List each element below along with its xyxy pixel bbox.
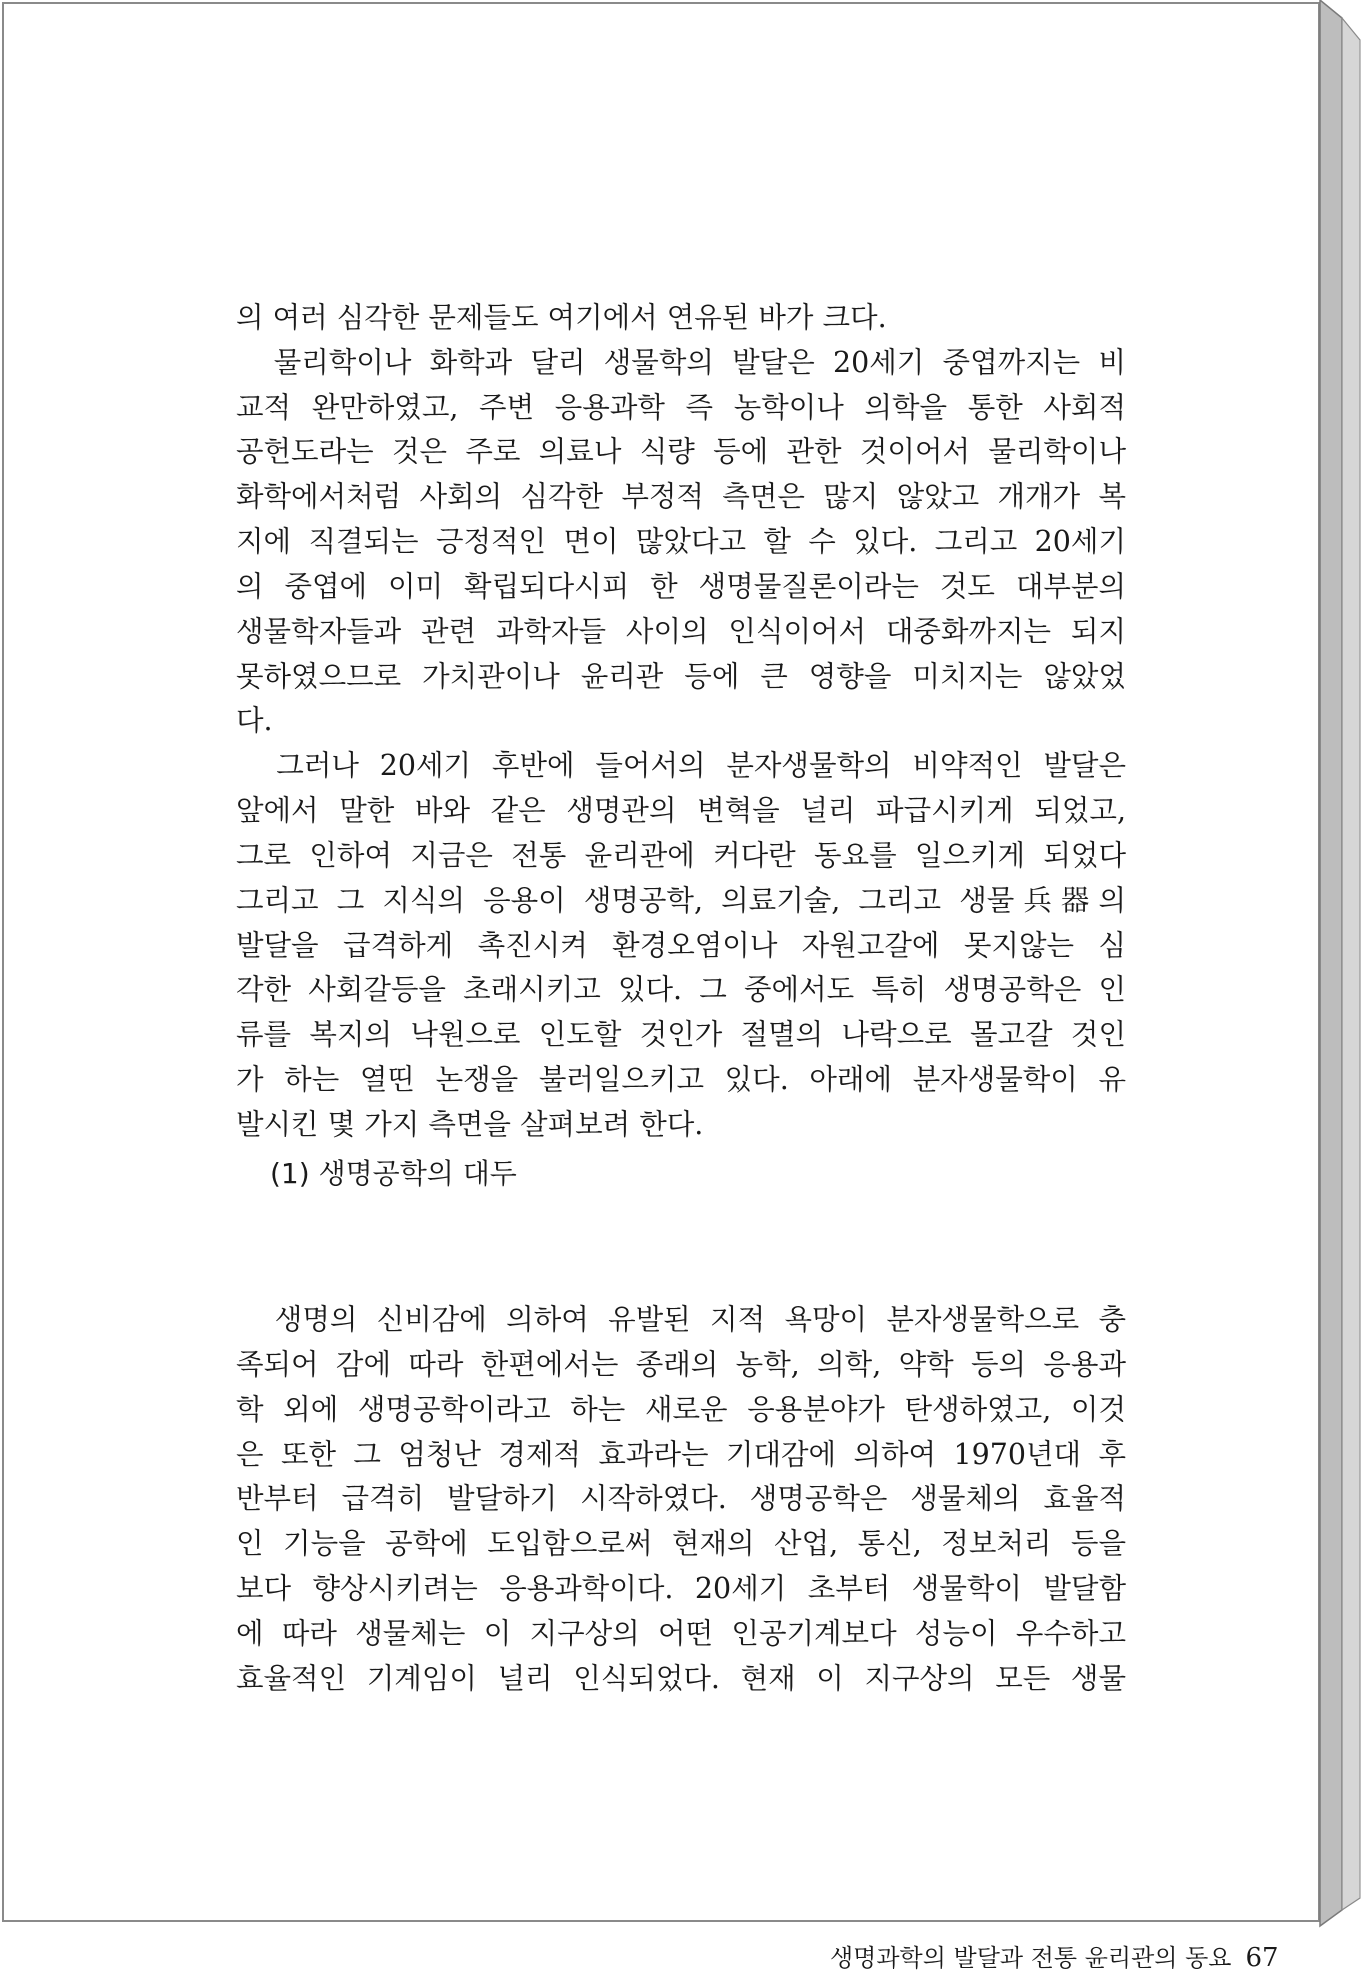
text-line: 생명의 신비감에 의하여 유발된 지적 욕망이 분자생물학으로 충	[236, 1303, 1126, 1336]
text-line: 보다 향상시키려는 응용과학이다. 20세기 초부터 생물학이 발달함	[236, 1572, 1126, 1605]
text-line: 지에 직결되는 긍정적인 면이 많았다고 할 수 있다. 그리고 20세기	[236, 525, 1126, 558]
text-line: 화학에서처럼 사회의 심각한 부정적 측면은 많지 않았고 개개가 복	[236, 480, 1126, 513]
text-line: 족되어 감에 따라 한편에서는 종래의 농학, 의학, 약학 등의 응용과	[236, 1348, 1126, 1381]
text-line: 물리학이나 화학과 달리 생물학의 발달은 20세기 중엽까지는 비	[236, 346, 1126, 379]
text-line: 그리고 그 지식의 응용이 생명공학, 의료기술, 그리고 생물兵器의	[236, 884, 1126, 917]
text-line: 다.	[236, 704, 273, 737]
text-line: 발시킨 몇 가지 측면을 살펴보려 한다.	[236, 1108, 704, 1141]
text-line: 그러나 20세기 후반에 들어서의 분자생물학의 비약적인 발달은	[236, 749, 1126, 782]
running-title: 생명과학의 발달과 전통 윤리관의 동요	[830, 1944, 1232, 1972]
page-stack-edge	[1320, 0, 1371, 1926]
text-line: 교적 완만하였고, 주변 응용과학 즉 농학이나 의학을 통한 사회적	[236, 391, 1126, 424]
text-line: 각한 사회갈등을 초래시키고 있다. 그 중에서도 특히 생명공학은 인	[236, 973, 1126, 1006]
text-line: 의 여러 심각한 문제들도 여기에서 연유된 바가 크다.	[236, 301, 887, 334]
text-line: 류를 복지의 낙원으로 인도할 것인가 절멸의 나락으로 몰고갈 것인	[236, 1018, 1126, 1051]
text-line: 학 외에 생명공학이라고 하는 새로운 응용분야가 탄생하였고, 이것	[236, 1393, 1126, 1426]
text-line: 가 하는 열띤 논쟁을 불러일으키고 있다. 아래에 분자생물학이 유	[236, 1063, 1126, 1096]
section-heading: (1) 생명공학의 대두	[270, 1157, 517, 1190]
text-line: 못하였으므로 가치관이나 윤리관 등에 큰 영향을 미치지는 않았었	[236, 660, 1126, 693]
text-line: 인 기능을 공학에 도입함으로써 현재의 산업, 통신, 정보처리 등을	[236, 1527, 1126, 1560]
text-line: 발달을 급격하게 촉진시켜 환경오염이나 자원고갈에 못지않는 심	[236, 929, 1126, 962]
text-line: 효율적인 기계임이 널리 인식되었다. 현재 이 지구상의 모든 생물	[236, 1662, 1126, 1695]
text-line: 생물학자들과 관련 과학자들 사이의 인식이어서 대중화까지는 되지	[236, 615, 1126, 648]
page-edge-shadow	[1320, 0, 1371, 1926]
text-line: 의 중엽에 이미 확립되다시피 한 생명물질론이라는 것도 대부분의	[236, 570, 1126, 603]
text-line: 은 또한 그 엄청난 경제적 효과라는 기대감에 의하여 1970년대 후	[236, 1438, 1126, 1471]
text-line: 반부터 급격히 발달하기 시작하였다. 생명공학은 생물체의 효율적	[236, 1482, 1126, 1515]
text-line: 그로 인하여 지금은 전통 윤리관에 커다란 동요를 일으키게 되었다	[236, 839, 1126, 872]
text-line: 앞에서 말한 바와 같은 생명관의 변혁을 널리 파급시키게 되었고,	[236, 794, 1126, 827]
text-line: 공헌도라는 것은 주로 의료나 식량 등에 관한 것이어서 물리학이나	[236, 435, 1126, 468]
page-number: 67	[1245, 1943, 1279, 1973]
text-line: 에 따라 생물체는 이 지구상의 어떤 인공기계보다 성능이 우수하고	[236, 1617, 1126, 1650]
page-footer	[830, 1936, 1330, 1980]
